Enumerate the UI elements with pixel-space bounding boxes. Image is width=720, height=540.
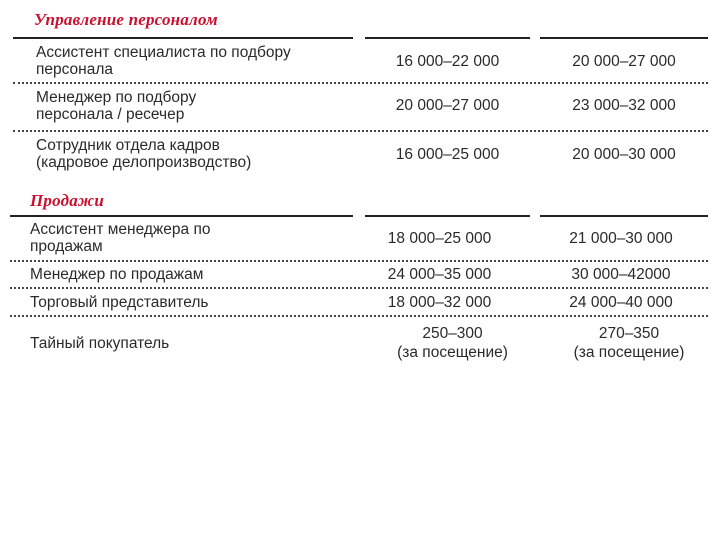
row-label-line: Ассистент специалиста по подбору	[36, 44, 291, 61]
section-title-hr: Управление персоналом	[34, 10, 218, 29]
row-label-line: Тайный покупатель	[30, 335, 170, 352]
salary-col2: 30 000–42000	[571, 266, 671, 283]
row-label-line: Менеджер по подбору	[36, 89, 197, 106]
salary-col2: 20 000–30 000	[572, 146, 676, 163]
salary-col1: 250–300	[422, 325, 483, 342]
salary-col2-note: (за посещение)	[573, 344, 685, 361]
header-rule-col1	[365, 37, 530, 39]
row-divider	[10, 260, 708, 262]
header-rule-col1	[365, 215, 530, 217]
salary-col1-note: (за посещение)	[397, 344, 508, 361]
salary-col1: 18 000–32 000	[387, 294, 492, 311]
row-label-line: Сотрудник отдела кадров	[36, 137, 220, 154]
salary-col1: 16 000–22 000	[395, 53, 500, 70]
salary-col2: 21 000–30 000	[569, 230, 673, 247]
row-divider	[10, 315, 708, 317]
row-divider	[10, 287, 708, 289]
header-rule-col2	[540, 37, 708, 39]
row-label-line: персонала / ресечер	[36, 106, 185, 123]
row-label-line: продажам	[30, 238, 103, 255]
section-title-sales: Продажи	[30, 191, 104, 210]
row-label-line: Ассистент менеджера по	[30, 221, 211, 238]
clipped-text-fragment	[40, 179, 54, 185]
row-label-line: персонала	[36, 61, 114, 78]
salary-col2: 23 000–32 000	[572, 97, 676, 114]
header-rule-label	[13, 37, 353, 39]
header-rule-col2	[540, 215, 708, 217]
salary-col1: 24 000–35 000	[387, 266, 492, 283]
salary-col2: 20 000–27 000	[572, 53, 676, 70]
salary-col2: 270–350	[598, 325, 660, 342]
salary-col1: 16 000–25 000	[395, 146, 500, 163]
salary-col2: 24 000–40 000	[569, 294, 673, 311]
row-divider	[13, 82, 708, 84]
row-divider	[13, 130, 708, 132]
salary-col1: 20 000–27 000	[395, 97, 500, 114]
row-label-line: (кадровое делопроизводство)	[36, 154, 252, 171]
header-rule-label	[10, 215, 353, 217]
row-label-line: Торговый представитель	[30, 294, 209, 311]
row-label-line: Менеджер по продажам	[30, 266, 204, 283]
salary-col1: 18 000–25 000	[387, 230, 492, 247]
